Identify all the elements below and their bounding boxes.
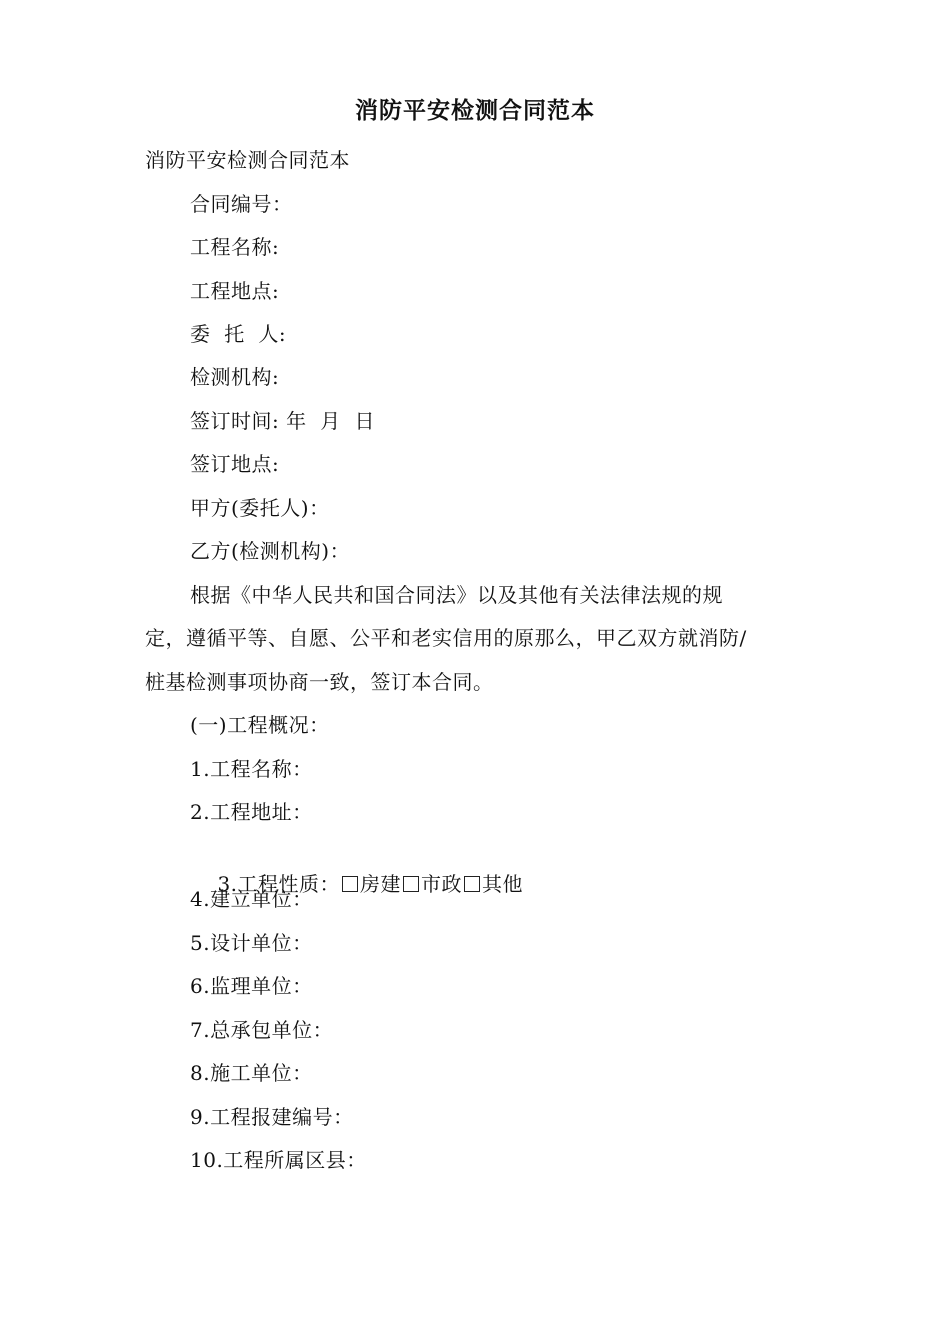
overview-item-1: 1.工程名称： — [190, 757, 313, 781]
field-testing-agency: 检测机构: — [190, 365, 280, 389]
section-heading-overview: (一)工程概况： — [190, 713, 330, 737]
field-project-name: 工程名称: — [190, 235, 280, 259]
preamble-line-1: 根据《中华人民共和国合同法》以及其他有关法律法规的规 — [190, 583, 723, 607]
overview-item-9: 9.工程报建编号： — [190, 1105, 354, 1129]
field-signing-place: 签订地点: — [190, 452, 280, 476]
overview-item-10: 10.工程所属区县： — [190, 1148, 367, 1172]
document-title: 消防平安检测合同范本 — [355, 97, 595, 124]
option-municipal-label: 市政 — [421, 872, 463, 896]
overview-item-4: 4.建立单位： — [190, 887, 313, 911]
field-client: 委 托 人: — [190, 322, 287, 346]
field-contract-number: 合同编号： — [190, 192, 293, 216]
overview-item-3-label: 3.工程性质： — [217, 872, 341, 896]
overview-item-8: 8.施工单位： — [190, 1061, 313, 1085]
overview-item-6: 6.监理单位： — [190, 974, 313, 998]
document-subtitle: 消防平安检测合同范本 — [145, 148, 350, 172]
preamble-line-3: 桩基检测事项协商一致，签订本合同。 — [145, 670, 494, 694]
option-other-label: 其他 — [482, 872, 524, 896]
overview-item-2: 2.工程地址： — [190, 800, 313, 824]
preamble-line-2: 定，遵循平等、自愿、公平和老实信用的原那么，甲乙双方就消防/ — [145, 626, 747, 650]
checkbox-other[interactable] — [464, 876, 480, 892]
overview-item-7: 7.总承包单位： — [190, 1018, 334, 1042]
overview-item-3 — [190, 842, 523, 926]
field-party-a: 甲方(委托人)： — [190, 496, 330, 520]
overview-item-5: 5.设计单位： — [190, 931, 313, 955]
field-party-b: 乙方(检测机构)： — [190, 539, 351, 563]
checkbox-housing[interactable] — [342, 876, 358, 892]
option-housing-label: 房建 — [360, 872, 402, 896]
field-project-location: 工程地点: — [190, 279, 280, 303]
checkbox-municipal[interactable] — [403, 876, 419, 892]
field-signing-date: 签订时间: 年 月 日 — [190, 409, 376, 433]
